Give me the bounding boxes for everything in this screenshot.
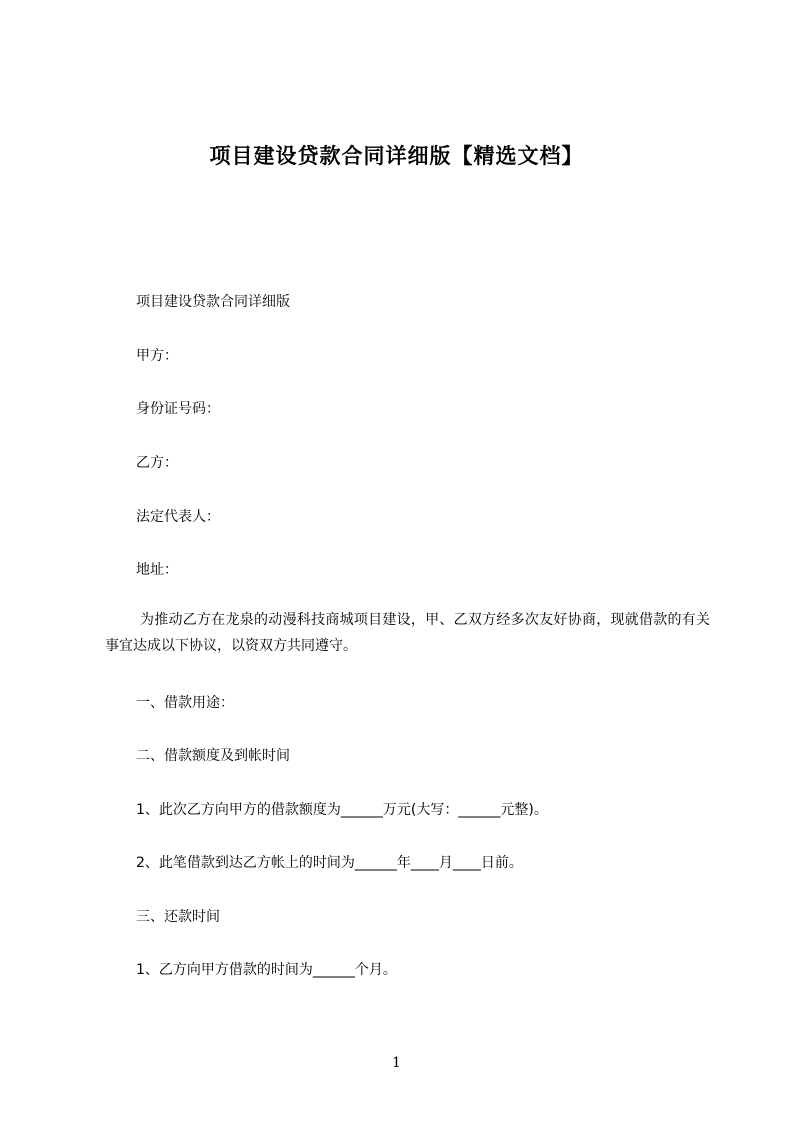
- document-subtitle: 项目建设贷款合同详细版: [136, 294, 290, 310]
- party-b-label: 乙方：: [136, 455, 178, 471]
- document-title: 项目建设贷款合同详细版【精选文档】: [209, 144, 584, 168]
- clause-repayment-term: 1、乙方向甲方借款的时间为______个月。: [136, 962, 397, 978]
- address-label: 地址：: [136, 562, 178, 578]
- id-number-label: 身份证号码：: [136, 401, 220, 417]
- section-loan-purpose: 一、借款用途：: [136, 695, 234, 711]
- section-loan-amount: 二、借款额度及到帐时间: [136, 748, 290, 764]
- intro-paragraph: 为推动乙方在龙泉的动漫科技商城项目建设，甲、乙双方经多次友好协商，现就借款的有关事宜达成以下协议，以资双方共同遵守。: [105, 612, 710, 654]
- section-repayment-time: 三、还款时间: [136, 909, 220, 925]
- clause-loan-amount: 1、此次乙方向甲方的借款额度为______万元(大写：______元整)。: [136, 802, 548, 818]
- party-a-label: 甲方：: [136, 348, 178, 364]
- legal-representative-label: 法定代表人：: [136, 509, 220, 525]
- clause-loan-arrival: 2、此笔借款到达乙方帐上的时间为______年____月____日前。: [136, 855, 523, 871]
- page-number: 1: [392, 1055, 401, 1071]
